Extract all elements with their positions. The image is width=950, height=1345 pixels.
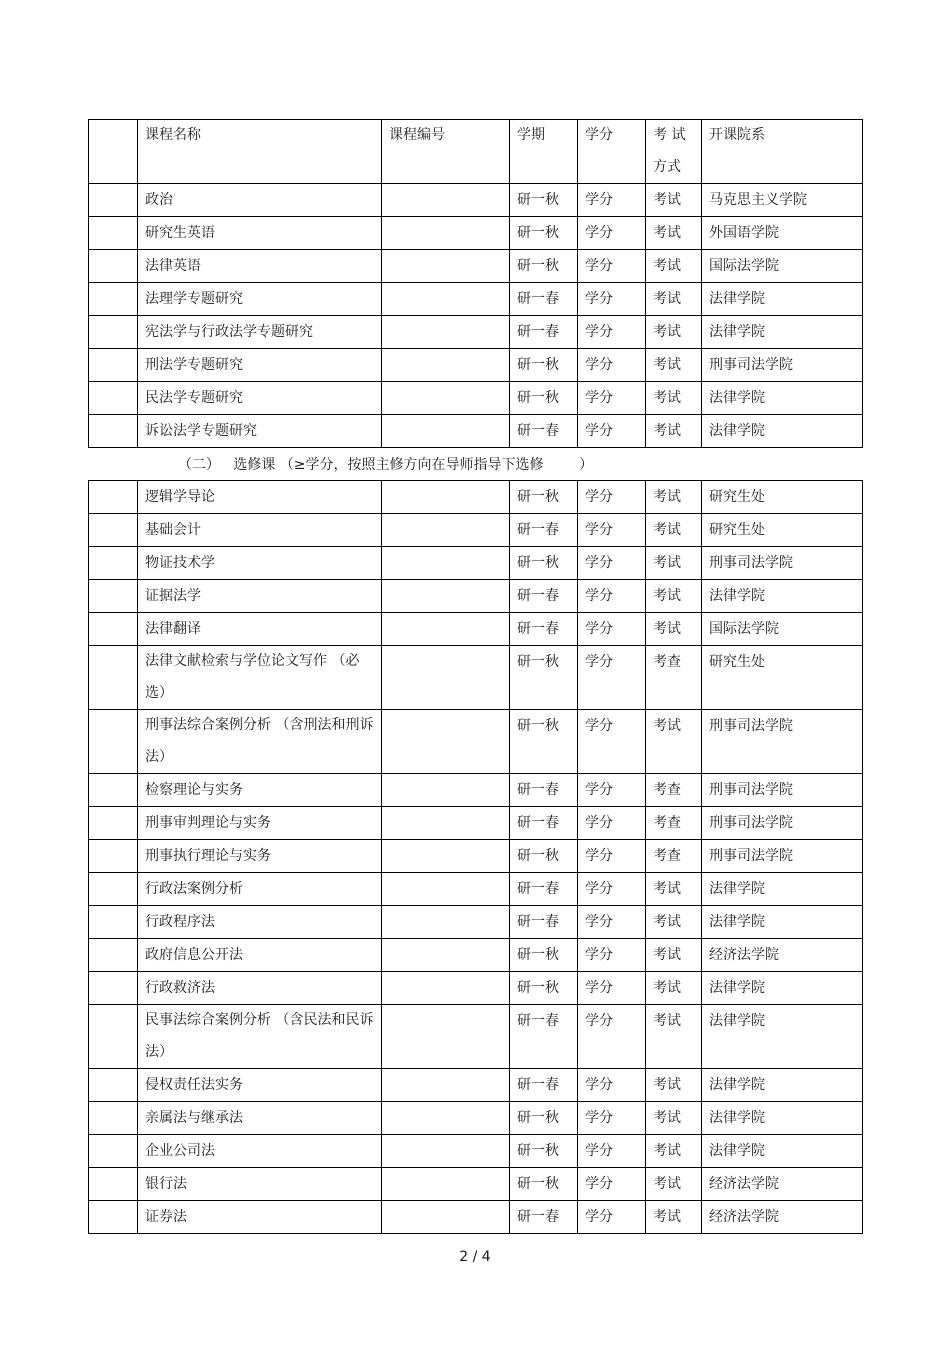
table-cell: 法律学院: [702, 906, 863, 939]
table-cell: [382, 580, 510, 613]
table-cell: [89, 1168, 138, 1201]
table-cell: 学分: [578, 710, 646, 774]
table-cell: 研一秋: [510, 547, 578, 580]
table-cell: 研一春: [510, 613, 578, 646]
table-cell: 考试: [646, 613, 702, 646]
table-cell: 政治: [138, 184, 382, 217]
table-cell: 考试: [646, 939, 702, 972]
table-cell: 国际法学院: [702, 613, 863, 646]
table-cell: 研一秋: [510, 1168, 578, 1201]
table-cell: 考试: [646, 316, 702, 349]
table-cell: 证据法学: [138, 580, 382, 613]
table-cell: 研一春: [510, 514, 578, 547]
table-cell: 研一秋: [510, 840, 578, 873]
table-row: [89, 939, 863, 972]
table-cell: [382, 514, 510, 547]
table-cell: [89, 807, 138, 840]
table-cell: 研一秋: [510, 710, 578, 774]
table-row: [89, 283, 863, 316]
table-cell: 学分: [578, 382, 646, 415]
table-cell: 侵权责任法实务: [138, 1069, 382, 1102]
table-row: [89, 316, 863, 349]
table-cell: 学分: [578, 283, 646, 316]
table-row: [89, 1168, 863, 1201]
table-row: [89, 1005, 863, 1069]
table-cell: [89, 1005, 138, 1069]
column-header: 课程名称: [138, 120, 382, 184]
table-cell: [89, 710, 138, 774]
table-cell: [89, 613, 138, 646]
table-cell: 考试: [646, 972, 702, 1005]
table-cell: 刑事司法学院: [702, 807, 863, 840]
table-cell: [89, 1135, 138, 1168]
table-cell: 法律学院: [702, 382, 863, 415]
table-cell: 研究生处: [702, 514, 863, 547]
table-cell: [382, 710, 510, 774]
table-row: [89, 613, 863, 646]
table-cell: 研一秋: [510, 1135, 578, 1168]
table-cell: 研一春: [510, 1005, 578, 1069]
table-row: [89, 349, 863, 382]
table-cell: 研一春: [510, 316, 578, 349]
table-cell: [382, 349, 510, 382]
table-cell: 研一秋: [510, 382, 578, 415]
table-cell: 研一春: [510, 1201, 578, 1234]
elective-courses-table: [88, 480, 863, 1234]
table-cell: 学分: [578, 774, 646, 807]
table-cell: [89, 547, 138, 580]
table-cell: 学分: [578, 1135, 646, 1168]
table-cell: 国际法学院: [702, 250, 863, 283]
table-cell: 学分: [578, 184, 646, 217]
table-cell: [382, 481, 510, 514]
table-cell: 逻辑学导论: [138, 481, 382, 514]
table-cell: [382, 1201, 510, 1234]
table-cell: 考试: [646, 415, 702, 448]
table-cell: 考试: [646, 710, 702, 774]
table-cell: 法律学院: [702, 1135, 863, 1168]
table-cell: 研一秋: [510, 972, 578, 1005]
table-cell: 考试: [646, 1005, 702, 1069]
table-cell: [382, 613, 510, 646]
table-cell: [89, 972, 138, 1005]
table-cell: 考查: [646, 807, 702, 840]
table-row: [89, 972, 863, 1005]
table-row: [89, 1135, 863, 1168]
table-row: [89, 514, 863, 547]
table-cell: 考试: [646, 349, 702, 382]
table-row: [89, 710, 863, 774]
table-cell: 研一春: [510, 580, 578, 613]
table-cell: 考试: [646, 1168, 702, 1201]
table-row: [89, 906, 863, 939]
table-cell: [382, 774, 510, 807]
table-cell: 亲属法与继承法: [138, 1102, 382, 1135]
table-cell: [89, 283, 138, 316]
table-cell: [89, 906, 138, 939]
table-cell: 研究生处: [702, 481, 863, 514]
table-row: [89, 184, 863, 217]
table-row: [89, 415, 863, 448]
table-cell: 法律学院: [702, 415, 863, 448]
column-header: 课程编号: [382, 120, 510, 184]
table-cell: 考试: [646, 184, 702, 217]
table-cell: [382, 1135, 510, 1168]
table-cell: 学分: [578, 807, 646, 840]
table-cell: [89, 774, 138, 807]
table-cell: 研究生英语: [138, 217, 382, 250]
table-cell: [382, 1005, 510, 1069]
table-cell: [382, 415, 510, 448]
elective-section-heading: （二） 选修课 （≥学分，按照主修方向在导师指导下选修 ）: [178, 457, 594, 473]
table-cell: [89, 415, 138, 448]
table-cell: 法律学院: [702, 580, 863, 613]
table-cell: 考查: [646, 646, 702, 710]
table-cell: 考试: [646, 1069, 702, 1102]
table-cell: [382, 1102, 510, 1135]
table-cell: 刑事司法学院: [702, 774, 863, 807]
table-cell: 研一春: [510, 774, 578, 807]
table-cell: [89, 840, 138, 873]
table-cell: 学分: [578, 415, 646, 448]
table-cell: [382, 217, 510, 250]
table-cell: 法律学院: [702, 283, 863, 316]
table-cell: 研一秋: [510, 1102, 578, 1135]
table-cell: 刑事执行理论与实务: [138, 840, 382, 873]
table-cell: 考查: [646, 774, 702, 807]
table-cell: 行政程序法: [138, 906, 382, 939]
table-cell: [382, 646, 510, 710]
table-cell: 马克思主义学院: [702, 184, 863, 217]
table-cell: 学分: [578, 873, 646, 906]
table-cell: 学分: [578, 349, 646, 382]
table-cell: [89, 1069, 138, 1102]
table-cell: 刑法学专题研究: [138, 349, 382, 382]
table-cell: 研一秋: [510, 646, 578, 710]
table-cell: [89, 1102, 138, 1135]
table-cell: 研一秋: [510, 250, 578, 283]
table-cell: 法律学院: [702, 972, 863, 1005]
table-cell: 研一秋: [510, 349, 578, 382]
table-cell: 研一春: [510, 283, 578, 316]
table-cell: 研一秋: [510, 184, 578, 217]
table-cell: 法律翻译: [138, 613, 382, 646]
table-cell: 学分: [578, 939, 646, 972]
table-cell: 考试: [646, 547, 702, 580]
table-cell: [89, 184, 138, 217]
table-cell: [89, 514, 138, 547]
table-cell: [89, 873, 138, 906]
table-row: [89, 873, 863, 906]
column-header: 开课院系: [702, 120, 863, 184]
table-cell: 学分: [578, 1168, 646, 1201]
table-cell: 学分: [578, 580, 646, 613]
table-cell: 考试: [646, 1102, 702, 1135]
column-header: 学分: [578, 120, 646, 184]
table-cell: [89, 646, 138, 710]
table-cell: 法律学院: [702, 1069, 863, 1102]
table-cell: 学分: [578, 646, 646, 710]
table-cell: 学分: [578, 1069, 646, 1102]
table-cell: 考试: [646, 250, 702, 283]
table-row: [89, 840, 863, 873]
table-header-row: [89, 120, 863, 184]
table-cell: [382, 316, 510, 349]
table-cell: 行政法案例分析: [138, 873, 382, 906]
table-cell: 经济法学院: [702, 1168, 863, 1201]
table-cell: 学分: [578, 250, 646, 283]
table-cell: [382, 972, 510, 1005]
table-cell: 学分: [578, 514, 646, 547]
table-cell: [382, 1168, 510, 1201]
table-cell: [89, 120, 138, 184]
column-header: 考 试 方式: [646, 120, 702, 184]
table-cell: 学分: [578, 972, 646, 1005]
table-cell: 证券法: [138, 1201, 382, 1234]
table-cell: 法律英语: [138, 250, 382, 283]
table-cell: 政府信息公开法: [138, 939, 382, 972]
table-cell: [382, 382, 510, 415]
table-cell: [382, 184, 510, 217]
table-cell: 学分: [578, 613, 646, 646]
table-cell: [89, 939, 138, 972]
table-row: [89, 250, 863, 283]
table-row: [89, 646, 863, 710]
table-cell: 刑事司法学院: [702, 840, 863, 873]
table-cell: 考试: [646, 1201, 702, 1234]
table-cell: 外国语学院: [702, 217, 863, 250]
table-cell: 学分: [578, 1201, 646, 1234]
table-cell: 学分: [578, 316, 646, 349]
table-cell: 研一春: [510, 1069, 578, 1102]
table-cell: [382, 1069, 510, 1102]
table-cell: 刑事司法学院: [702, 710, 863, 774]
table-cell: 研一春: [510, 906, 578, 939]
table-row: [89, 1201, 863, 1234]
table-cell: [89, 382, 138, 415]
column-header: 学期: [510, 120, 578, 184]
table-cell: [382, 873, 510, 906]
table-cell: 刑事司法学院: [702, 349, 863, 382]
table-cell: 考试: [646, 217, 702, 250]
table-cell: [89, 217, 138, 250]
table-cell: [89, 250, 138, 283]
table-cell: 基础会计: [138, 514, 382, 547]
table-cell: 行政救济法: [138, 972, 382, 1005]
table-row: [89, 217, 863, 250]
table-cell: 法律学院: [702, 873, 863, 906]
table-cell: [382, 807, 510, 840]
page-indicator: 2 / 4: [459, 1249, 491, 1265]
table-row: [89, 547, 863, 580]
table-cell: [382, 250, 510, 283]
table-cell: 考试: [646, 1135, 702, 1168]
table-cell: 经济法学院: [702, 939, 863, 972]
table-cell: 研一秋: [510, 939, 578, 972]
table-cell: 学分: [578, 906, 646, 939]
table-cell: 刑事法综合案例分析 （含刑法和刑诉法）: [138, 710, 382, 774]
table-cell: 法律学院: [702, 316, 863, 349]
table-cell: 研一春: [510, 415, 578, 448]
table-cell: 学分: [578, 840, 646, 873]
table-cell: 刑事审判理论与实务: [138, 807, 382, 840]
table-row: [89, 382, 863, 415]
table-cell: 法理学专题研究: [138, 283, 382, 316]
table-cell: 考试: [646, 873, 702, 906]
table-cell: 诉讼法学专题研究: [138, 415, 382, 448]
table-cell: 考试: [646, 481, 702, 514]
table-cell: 研一秋: [510, 217, 578, 250]
table-cell: 学分: [578, 481, 646, 514]
table-row: [89, 1102, 863, 1135]
table-cell: 学分: [578, 1102, 646, 1135]
table-cell: 考试: [646, 514, 702, 547]
table-row: [89, 580, 863, 613]
table-cell: 银行法: [138, 1168, 382, 1201]
table-cell: 考查: [646, 840, 702, 873]
table-row: [89, 774, 863, 807]
table-cell: 考试: [646, 580, 702, 613]
table-row: [89, 1069, 863, 1102]
table-cell: 学分: [578, 1005, 646, 1069]
table-cell: [89, 580, 138, 613]
table-cell: 宪法学与行政法学专题研究: [138, 316, 382, 349]
table-cell: [382, 906, 510, 939]
table-cell: [382, 547, 510, 580]
table-cell: 考试: [646, 283, 702, 316]
table-cell: [89, 481, 138, 514]
table-row: [89, 481, 863, 514]
table-cell: 法律文献检索与学位论文写作 （必选）: [138, 646, 382, 710]
table-cell: 学分: [578, 547, 646, 580]
table-cell: [382, 283, 510, 316]
table-cell: 刑事司法学院: [702, 547, 863, 580]
required-courses-table: [88, 119, 863, 448]
table-cell: 研一春: [510, 807, 578, 840]
table-cell: 民事法综合案例分析 （含民法和民诉法）: [138, 1005, 382, 1069]
table-cell: 法律学院: [702, 1102, 863, 1135]
table-cell: 检察理论与实务: [138, 774, 382, 807]
table-row: [89, 807, 863, 840]
table-cell: 企业公司法: [138, 1135, 382, 1168]
table-cell: [89, 349, 138, 382]
table-cell: 考试: [646, 382, 702, 415]
table-cell: 经济法学院: [702, 1201, 863, 1234]
table-cell: 考试: [646, 906, 702, 939]
table-cell: 研一春: [510, 873, 578, 906]
table-cell: 法律学院: [702, 1005, 863, 1069]
table-cell: 研究生处: [702, 646, 863, 710]
table-cell: 学分: [578, 217, 646, 250]
table-cell: [89, 1201, 138, 1234]
table-cell: [89, 316, 138, 349]
table-cell: 研一秋: [510, 481, 578, 514]
table-cell: [382, 840, 510, 873]
table-cell: 民法学专题研究: [138, 382, 382, 415]
table-cell: 物证技术学: [138, 547, 382, 580]
table-cell: [382, 939, 510, 972]
